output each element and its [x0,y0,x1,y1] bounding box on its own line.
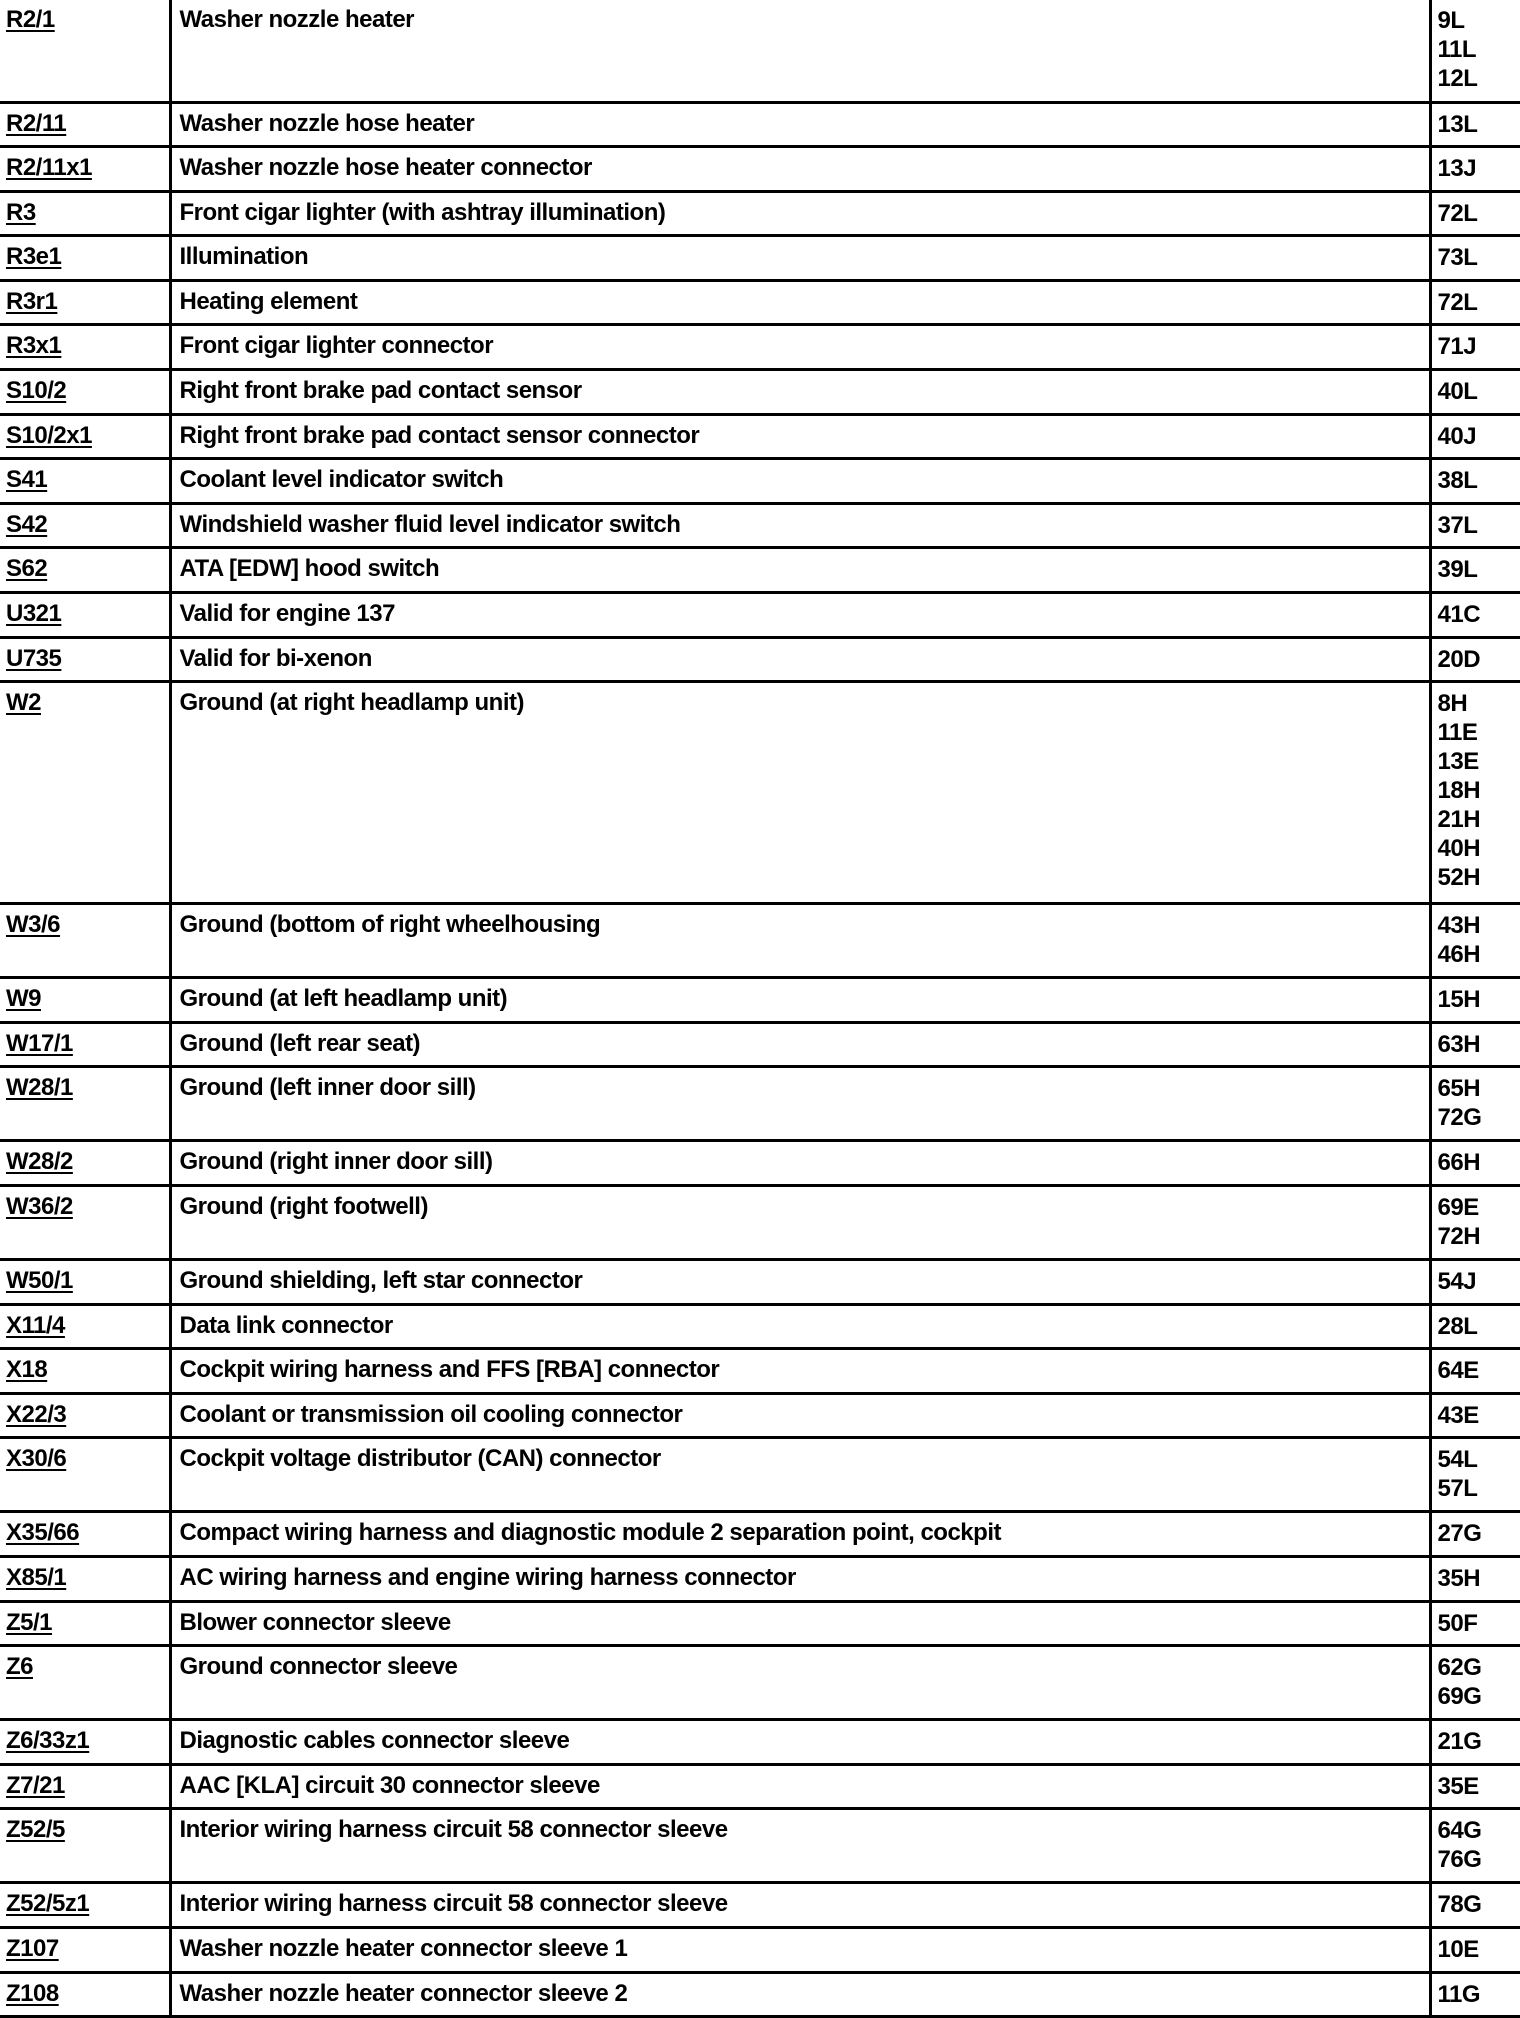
component-code-cell [0,191,170,236]
component-code-cell [0,1764,170,1809]
component-code-link[interactable]: X85/1 [6,1564,66,1591]
component-code-link[interactable]: W2 [6,689,41,716]
component-code-link[interactable]: Z52/5z1 [6,1890,89,1917]
component-description: Washer nozzle heater connector sleeve 2 [170,1972,1430,2017]
component-code-cell [0,102,170,147]
component-description: Front cigar lighter connector [170,325,1430,370]
component-code-link[interactable]: S42 [6,511,47,538]
grid-location: 9L [1438,6,1520,35]
grid-location-cell [1430,1764,1520,1809]
grid-location: 12L [1438,64,1520,93]
component-code-link[interactable]: W3/6 [6,911,60,938]
grid-location-cell [1430,1022,1520,1067]
component-description: Ground shielding, left star connector [170,1260,1430,1305]
grid-location: 69E [1438,1193,1520,1222]
grid-location: 21H [1438,805,1520,834]
component-code-link[interactable]: R3r1 [6,288,57,315]
component-description: Diagnostic cables connector sleeve [170,1720,1430,1765]
component-description: Valid for bi-xenon [170,637,1430,682]
component-code-link[interactable]: W50/1 [6,1267,73,1294]
grid-location: 15H [1438,985,1520,1014]
table-row [0,1646,1520,1720]
component-code-link[interactable]: R2/11x1 [6,154,92,181]
grid-location: 35H [1438,1564,1520,1593]
component-description: Interior wiring harness circuit 58 connector sleeve [170,1809,1430,1883]
grid-location-cell [1430,978,1520,1023]
component-description: AAC [KLA] circuit 30 connector sleeve [170,1764,1430,1809]
component-description: Coolant level indicator switch [170,459,1430,504]
grid-location: 10E [1438,1935,1520,1964]
table-row [0,414,1520,459]
component-code-cell [0,459,170,504]
component-code-cell [0,1927,170,1972]
grid-location-cell [1430,191,1520,236]
component-description: Cockpit voltage distributor (CAN) connector [170,1438,1430,1512]
grid-location-cell [1430,503,1520,548]
component-code-cell [0,325,170,370]
component-code-cell [0,1067,170,1141]
grid-location: 76G [1438,1845,1520,1874]
grid-location: 40L [1438,377,1520,406]
grid-location: 52H [1438,863,1520,892]
grid-location-cell [1430,1349,1520,1394]
grid-location: 8H [1438,689,1520,718]
component-code-link[interactable]: S10/2 [6,377,66,404]
grid-location-cell [1430,459,1520,504]
table-row [0,102,1520,147]
grid-location: 72L [1438,288,1520,317]
component-description: Washer nozzle heater connector sleeve 1 [170,1927,1430,1972]
component-code-cell [0,0,170,102]
table-row [0,904,1520,978]
table-row [0,0,1520,102]
component-code-cell [0,1186,170,1260]
component-code-link[interactable]: X18 [6,1356,47,1383]
component-code-link[interactable]: S62 [6,555,47,582]
grid-location-cell [1430,682,1520,904]
grid-location: 37L [1438,511,1520,540]
grid-location: 40J [1438,422,1520,451]
table-row [0,1512,1520,1557]
grid-location-cell [1430,280,1520,325]
grid-location: 11G [1438,1980,1520,2009]
table-row [0,325,1520,370]
grid-location-cell [1430,102,1520,147]
grid-location: 72H [1438,1222,1520,1251]
grid-location: 72L [1438,199,1520,228]
component-code-cell [0,503,170,548]
component-code-link[interactable]: U735 [6,645,61,672]
grid-location-cell [1430,1556,1520,1601]
grid-location-cell [1430,1601,1520,1646]
component-code-link[interactable]: U321 [6,600,61,627]
component-code-link[interactable]: W9 [6,985,41,1012]
component-description: Ground (right footwell) [170,1186,1430,1260]
component-description: Right front brake pad contact sensor connector [170,414,1430,459]
component-code-cell [0,904,170,978]
component-description: AC wiring harness and engine wiring harness connector [170,1556,1430,1601]
table-row [0,1349,1520,1394]
component-code-cell [0,236,170,281]
component-code-cell [0,414,170,459]
component-code-link[interactable]: X11/4 [6,1312,65,1339]
component-code-link[interactable]: R3 [6,199,36,226]
component-description: Cockpit wiring harness and FFS [RBA] connector [170,1349,1430,1394]
grid-location: 62G [1438,1653,1520,1682]
component-code-link[interactable]: X22/3 [6,1401,66,1428]
grid-location: 71J [1438,332,1520,361]
grid-location-cell [1430,236,1520,281]
component-code-cell [0,1809,170,1883]
grid-location-cell [1430,1304,1520,1349]
grid-location: 28L [1438,1312,1520,1341]
table-row [0,593,1520,638]
grid-location: 66H [1438,1148,1520,1177]
table-row [0,1972,1520,2017]
grid-location: 46H [1438,940,1520,969]
component-code-cell [0,637,170,682]
component-code-cell [0,147,170,192]
component-code-cell [0,593,170,638]
grid-location: 57L [1438,1474,1520,1503]
grid-location: 78G [1438,1890,1520,1919]
table-row [0,637,1520,682]
table-row [0,1186,1520,1260]
grid-location-cell [1430,1438,1520,1512]
table-row [0,1141,1520,1186]
grid-location: 11L [1438,35,1520,64]
component-description: Ground (right inner door sill) [170,1141,1430,1186]
table-row [0,1809,1520,1883]
grid-location: 20D [1438,645,1520,674]
table-row [0,280,1520,325]
table-row [0,1720,1520,1765]
component-code-cell [0,978,170,1023]
grid-location: 54L [1438,1445,1520,1474]
component-description: Washer nozzle hose heater [170,102,1430,147]
grid-location: 69G [1438,1682,1520,1711]
component-code-cell [0,1022,170,1067]
table-row [0,1438,1520,1512]
grid-location: 40H [1438,834,1520,863]
component-code-cell [0,1883,170,1928]
component-description: Washer nozzle heater [170,0,1430,102]
component-description: Blower connector sleeve [170,1601,1430,1646]
grid-location-cell [1430,548,1520,593]
component-code-cell [0,1438,170,1512]
grid-location: 43E [1438,1401,1520,1430]
table-row [0,978,1520,1023]
table-row [0,1393,1520,1438]
grid-location: 65H [1438,1074,1520,1103]
grid-location-cell [1430,1720,1520,1765]
component-code-cell [0,1349,170,1394]
table-row [0,1067,1520,1141]
component-description: Valid for engine 137 [170,593,1430,638]
component-description: Right front brake pad contact sensor [170,370,1430,415]
grid-location-cell [1430,370,1520,415]
grid-location: 21G [1438,1727,1520,1756]
grid-location-cell [1430,1927,1520,1972]
component-code-link[interactable]: Z107 [6,1935,59,1962]
component-description: Ground (at left headlamp unit) [170,978,1430,1023]
grid-location-cell [1430,1646,1520,1720]
component-code-link[interactable]: R3e1 [6,243,61,270]
component-code-cell [0,1720,170,1765]
grid-location-cell [1430,1141,1520,1186]
grid-location-cell [1430,1260,1520,1305]
grid-location: 64E [1438,1356,1520,1385]
grid-location-cell [1430,593,1520,638]
table-row [0,370,1520,415]
table-row [0,548,1520,593]
component-code-link[interactable]: W36/2 [6,1193,73,1220]
grid-location-cell [1430,1186,1520,1260]
component-code-cell [0,1141,170,1186]
component-description: Ground connector sleeve [170,1646,1430,1720]
grid-location-cell [1430,1512,1520,1557]
grid-location-cell [1430,1067,1520,1141]
grid-location: 27G [1438,1519,1520,1548]
table-row [0,191,1520,236]
component-code-link[interactable]: Z5/1 [6,1609,52,1636]
grid-location: 35E [1438,1772,1520,1801]
table-row [0,1260,1520,1305]
component-code-cell [0,1260,170,1305]
component-description: ATA [EDW] hood switch [170,548,1430,593]
component-code-link[interactable]: R2/1 [6,6,55,33]
component-code-cell [0,1304,170,1349]
grid-location-cell [1430,0,1520,102]
grid-location: 38L [1438,466,1520,495]
component-code-cell [0,1601,170,1646]
grid-location-cell [1430,637,1520,682]
component-description: Ground (bottom of right wheelhousing [170,904,1430,978]
table-row [0,1022,1520,1067]
component-code-cell [0,1393,170,1438]
component-code-cell [0,1556,170,1601]
grid-location: 13E [1438,747,1520,776]
component-code-cell [0,280,170,325]
component-code-link[interactable]: R2/11 [6,110,66,137]
table-row [0,1764,1520,1809]
component-description: Washer nozzle hose heater connector [170,147,1430,192]
component-code-cell [0,682,170,904]
grid-location-cell [1430,414,1520,459]
table-row [0,1556,1520,1601]
component-code-link[interactable]: W28/2 [6,1148,73,1175]
table-row [0,1304,1520,1349]
component-description: Data link connector [170,1304,1430,1349]
component-code-link[interactable]: X35/66 [6,1519,79,1546]
component-code-cell [0,370,170,415]
component-code-cell [0,1512,170,1557]
grid-location: 54J [1438,1267,1520,1296]
grid-location-cell [1430,1883,1520,1928]
component-code-link[interactable]: Z108 [6,1980,59,2007]
grid-location: 43H [1438,911,1520,940]
component-description: Ground (left rear seat) [170,1022,1430,1067]
table-row [0,147,1520,192]
component-description: Ground (at right headlamp unit) [170,682,1430,904]
component-description: Ground (left inner door sill) [170,1067,1430,1141]
grid-location: 72G [1438,1103,1520,1132]
grid-location-cell [1430,904,1520,978]
grid-location: 18H [1438,776,1520,805]
table-row [0,459,1520,504]
grid-location-cell [1430,147,1520,192]
grid-location-cell [1430,325,1520,370]
component-code-link[interactable]: Z52/5 [6,1816,65,1843]
grid-location: 41C [1438,600,1520,629]
grid-location: 11E [1438,718,1520,747]
component-code-link[interactable]: X30/6 [6,1445,66,1472]
grid-location-cell [1430,1972,1520,2017]
grid-location: 64G [1438,1816,1520,1845]
component-description: Coolant or transmission oil cooling connector [170,1393,1430,1438]
component-description: Front cigar lighter (with ashtray illumination) [170,191,1430,236]
grid-location: 39L [1438,555,1520,584]
table-row [0,1883,1520,1928]
component-description: Windshield washer fluid level indicator switch [170,503,1430,548]
component-code-link[interactable]: W28/1 [6,1074,73,1101]
table-row [0,236,1520,281]
grid-location: 73L [1438,243,1520,272]
component-code-link[interactable]: Z6 [6,1653,33,1680]
grid-location: 63H [1438,1030,1520,1059]
grid-location: 50F [1438,1609,1520,1638]
grid-location: 13J [1438,154,1520,183]
component-description: Interior wiring harness circuit 58 connector sleeve [170,1883,1430,1928]
component-code-cell [0,548,170,593]
table-row [0,1601,1520,1646]
component-description: Compact wiring harness and diagnostic module 2 separation point, cockpit [170,1512,1430,1557]
component-description: Heating element [170,280,1430,325]
component-description: Illumination [170,236,1430,281]
component-code-cell [0,1646,170,1720]
component-code-link[interactable]: S41 [6,466,47,493]
component-code-link[interactable]: Z7/21 [6,1772,65,1799]
component-code-link[interactable]: W17/1 [6,1030,73,1057]
component-code-cell [0,1972,170,2017]
grid-location: 13L [1438,110,1520,139]
table-row [0,1927,1520,1972]
component-code-link[interactable]: Z6/33z1 [6,1727,89,1754]
component-code-link[interactable]: S10/2x1 [6,422,92,449]
grid-location-cell [1430,1809,1520,1883]
component-code-link[interactable]: R3x1 [6,332,61,359]
table-row [0,503,1520,548]
table-row [0,682,1520,904]
grid-location-cell [1430,1393,1520,1438]
